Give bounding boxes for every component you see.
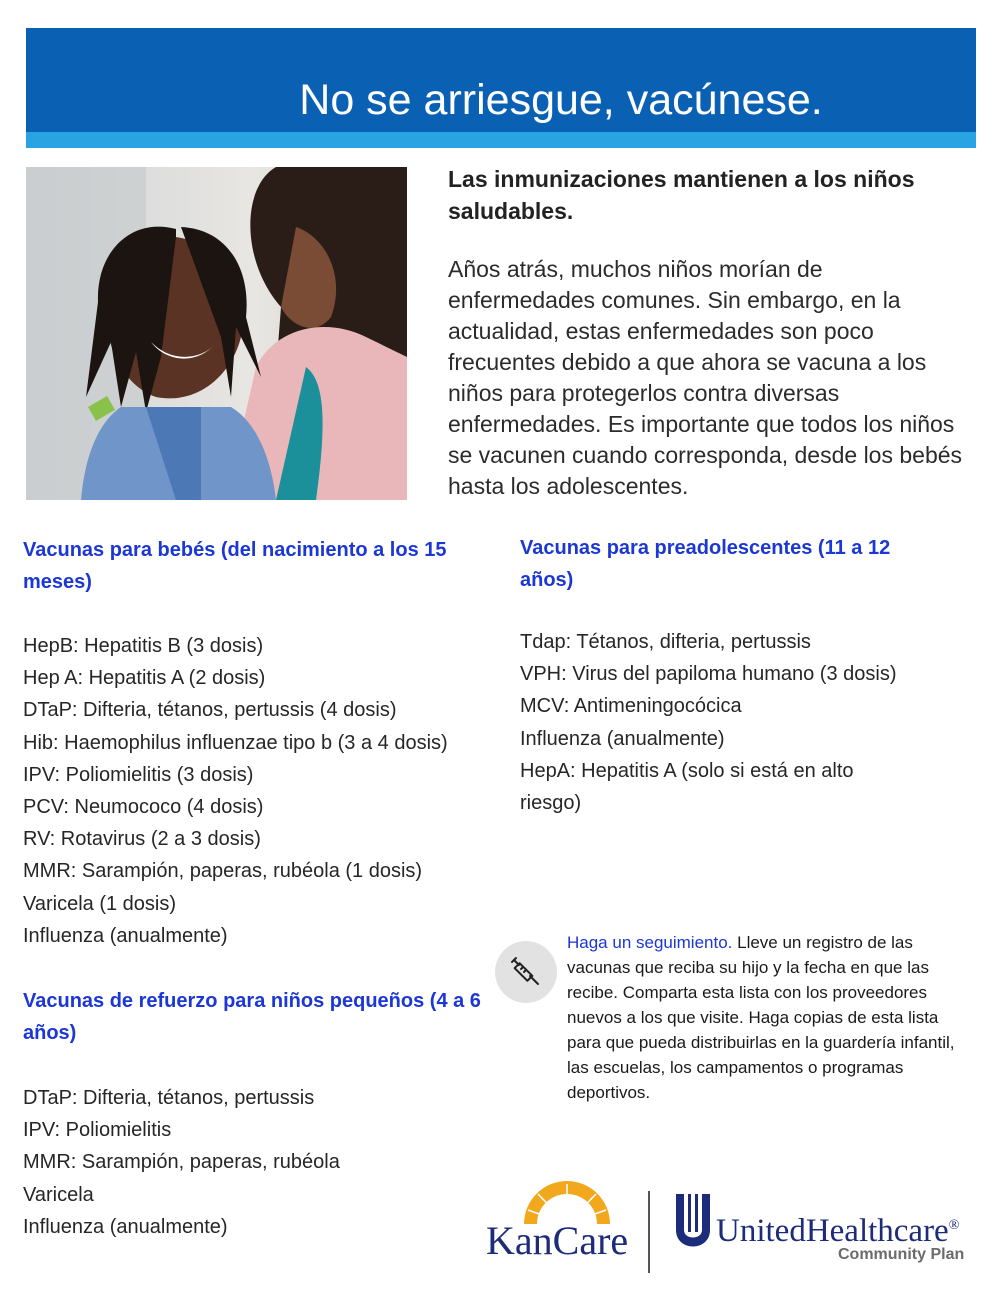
list-item: MMR: Sarampión, paperas, rubéola xyxy=(23,1151,340,1174)
page-title: No se arriesgue, vacúnese. xyxy=(299,76,823,124)
child-with-parent-photo xyxy=(26,167,407,500)
babies-vaccines-list xyxy=(23,630,503,952)
kancare-wordmark: KanCare xyxy=(486,1218,629,1263)
intro-paragraph: Años atrás, muchos niños morían de enfermedades comunes. Sin embargo, en la actualidad, estas enfermedades son poco frecuentes debido a que ahora se vacuna a los niños para protegerlos contra diversas enfermedades. Es importante que todos los niños se vacunen cuando corresponda, desde los bebés hasta los adolescentes. xyxy=(448,256,963,499)
list-item: Influenza (anualmente) xyxy=(23,924,228,947)
list-item: Influenza (anualmente) xyxy=(520,727,725,750)
list-item: Varicela (1 dosis) xyxy=(23,892,177,915)
uhc-u-icon xyxy=(674,1190,712,1252)
boosters-vaccines-heading: Vacunas de refuerzo para niños pequeños (4 a 6 años) xyxy=(23,990,481,1044)
list-item: HepB: Hepatitis B (3 dosis) xyxy=(23,635,264,657)
preteens-vaccines-heading: Vacunas para preadolescentes (11 a 12 años) xyxy=(520,537,891,591)
tip-body: Lleve un registro de las vacunas que reciba su hijo y la fecha en que las recibe. Comparta esta lista con los proveedores nuevos a los que visite. Haga copias de esta lista para que pueda distribuirlas en la guardería infantil, las escuelas, los campamentos o programas deportivos. xyxy=(567,933,955,1102)
list-item: MCV: Antimeningocócica xyxy=(520,695,742,718)
list-item: DTaP: Difteria, tétanos, pertussis (4 dosis) xyxy=(23,699,397,722)
photo-illustration xyxy=(26,167,407,500)
babies-vaccines-heading: Vacunas para bebés (del nacimiento a los 15 meses) xyxy=(23,539,447,593)
uhc-wordmark: UnitedHealthcare® xyxy=(716,1213,960,1249)
list-item: Varicela xyxy=(23,1183,94,1206)
preteens-vaccines-list xyxy=(520,626,950,819)
list-item: IPV: Poliomielitis xyxy=(23,1119,172,1142)
boosters-vaccines-list xyxy=(23,1082,503,1243)
list-item: DTaP: Difteria, tétanos, pertussis xyxy=(23,1087,315,1109)
logo-divider xyxy=(648,1191,650,1273)
list-item: MMR: Sarampión, paperas, rubéola (1 dosis) xyxy=(23,860,423,883)
list-item: VPH: Virus del papiloma humano (3 dosis) xyxy=(520,663,897,686)
list-item: HepA: Hepatitis A (solo si está en alto riesgo) xyxy=(520,759,854,815)
uhc-subtitle: Community Plan xyxy=(838,1246,965,1263)
tip-note xyxy=(567,930,962,1105)
list-item: IPV: Poliomielitis (3 dosis) xyxy=(23,763,254,786)
list-item: Influenza (anualmente) xyxy=(23,1215,228,1238)
list-item: PCV: Neumococo (4 dosis) xyxy=(23,796,264,819)
list-item: Hib: Haemophilus influenzae tipo b (3 a 4 dosis) xyxy=(23,731,448,754)
list-item: RV: Rotavirus (2 a 3 dosis) xyxy=(23,828,261,851)
kancare-logo xyxy=(482,1180,627,1270)
header-banner xyxy=(26,28,976,132)
list-item: Hep A: Hepatitis A (2 dosis) xyxy=(23,667,266,690)
syringe-icon xyxy=(495,941,557,1003)
tip-lead: Haga un seguimiento. xyxy=(567,933,733,952)
list-item: Tdap: Tétanos, difteria, pertussis xyxy=(520,631,811,653)
intro-heading: Las inmunizaciones mantienen a los niños saludables. xyxy=(448,166,915,224)
header-accent-stripe xyxy=(26,132,976,148)
unitedhealthcare-logo xyxy=(674,1190,984,1274)
